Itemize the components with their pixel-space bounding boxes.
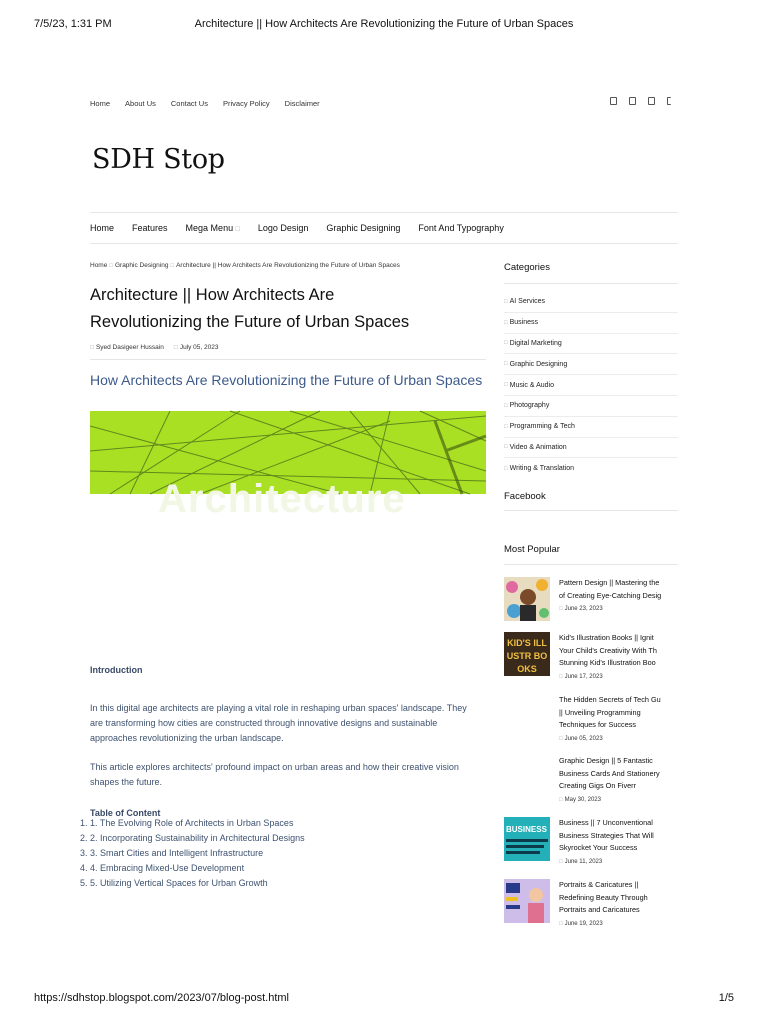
popular-post-title-line: Pattern Design || Mastering the	[559, 578, 660, 587]
site-logo[interactable]: SDH Stop	[92, 144, 225, 175]
popular-post-text	[559, 632, 679, 683]
clock-icon: □	[559, 606, 563, 612]
popular-post-title-line: Skyrocket Your Success	[559, 843, 638, 852]
categories-heading: Categories	[504, 262, 550, 273]
divider	[504, 564, 678, 565]
popular-post-title-line: The Hidden Secrets of Tech Gu	[559, 695, 661, 704]
facebook-icon[interactable]	[610, 97, 617, 105]
nav-mega-menu-label: Mega Menu	[185, 223, 234, 233]
breadcrumb-home[interactable]: Home	[90, 262, 108, 269]
category-label: Music & Audio	[509, 381, 554, 389]
popular-post-date-text: June 19, 2023	[564, 920, 603, 927]
clock-icon: □	[559, 673, 563, 680]
toc-item-5[interactable]: 5. 5. Utilizing Vertical Spaces for Urban Growth	[90, 876, 480, 891]
nav-graphic-designing[interactable]: Graphic Designing	[326, 223, 401, 233]
popular-post-date	[559, 603, 679, 616]
print-header	[34, 18, 734, 32]
popular-post-title-line: Graphic Design || 5 Fantastic	[559, 756, 653, 765]
category-label: Writing & Translation	[509, 465, 575, 473]
main-nav	[90, 212, 678, 244]
category-label: Business	[509, 319, 539, 327]
print-datetime: 7/5/23, 1:31 PM	[34, 18, 112, 30]
thumb-stripe	[506, 839, 548, 842]
popular-post-title-line: Kid's Illustration Books || Ignit	[559, 633, 654, 642]
breadcrumb	[90, 262, 400, 269]
nav-home[interactable]: Home	[90, 223, 115, 233]
clock-icon: □	[559, 858, 563, 865]
folder-icon: □	[504, 361, 508, 368]
chevron-right-icon: □	[170, 263, 175, 269]
popular-thumbnail[interactable]	[504, 817, 550, 861]
portrait-thumb-art	[504, 879, 550, 923]
thumb-stripe	[506, 851, 540, 854]
popular-post-date-text: June 17, 2023	[564, 673, 603, 680]
toc-item-3[interactable]: 3. 3. Smart Cities and Intelligent Infrastructure	[90, 846, 480, 861]
popular-post-title-line: || Unveiling Programming	[559, 707, 641, 717]
category-label: Digital Marketing	[509, 339, 562, 347]
popular-post-date	[559, 733, 679, 746]
popular-post-text	[559, 817, 679, 868]
toc-item-1[interactable]: 1. 1. The Evolving Role of Architects in Urban Spaces	[90, 816, 480, 831]
popular-post-title-line: Business Strategies That Will	[559, 830, 654, 840]
post-date	[174, 344, 219, 351]
post-author[interactable]	[90, 344, 164, 351]
print-url: https://sdhstop.blogspot.com/2023/07/blog-post.html	[34, 992, 289, 1004]
intro-paragraph-2: This article explores architects' profound impact on urban areas and how their creative vision shapes the future.	[90, 762, 459, 787]
popular-post-title-line: Portraits and Caricatures	[559, 905, 640, 914]
page-title	[90, 282, 490, 336]
topnav-about-link[interactable]: About Us	[125, 99, 156, 108]
popular-post[interactable]	[504, 694, 678, 744]
print-page-title: Architecture || How Architects Are Revolutionizing the Future of Urban Spaces	[194, 18, 574, 30]
nav-features[interactable]: Features	[132, 223, 168, 233]
category-item[interactable]	[504, 396, 678, 417]
hero-image	[90, 411, 486, 521]
category-label: AI Services	[509, 298, 546, 306]
popular-post-title-line: Your Child's Creativity With Th	[559, 645, 657, 655]
facebook-heading: Facebook	[504, 491, 546, 502]
category-item[interactable]	[504, 438, 678, 459]
hero-text: Architecture	[158, 477, 406, 521]
divider	[504, 510, 678, 511]
category-label: Photography	[509, 402, 550, 410]
popular-post[interactable]	[504, 817, 678, 867]
popular-post-title-line: Business || 7 Unconventional	[559, 818, 653, 827]
folder-icon: □	[504, 465, 508, 472]
top-nav	[90, 99, 320, 108]
popular-post-date-text: June 05, 2023	[564, 735, 603, 742]
popular-post[interactable]	[504, 577, 678, 627]
clock-icon: □	[559, 920, 563, 927]
popular-thumbnail[interactable]	[504, 879, 550, 923]
nav-logo-design[interactable]: Logo Design	[257, 223, 309, 233]
category-item[interactable]	[504, 458, 678, 479]
post-author-name: Syed Dasigeer Hussain	[95, 344, 164, 351]
toc-item-4[interactable]: 4. 4. Embracing Mixed-Use Development	[90, 861, 480, 876]
popular-post-date	[559, 918, 679, 931]
category-list	[504, 292, 678, 479]
popular-post-text	[559, 577, 679, 616]
popular-post[interactable]	[504, 632, 678, 682]
popular-post-title-line: Stunning Kid's Illustration Boo	[559, 658, 656, 667]
chevron-down-icon: □	[235, 226, 240, 233]
popular-post[interactable]	[504, 879, 678, 929]
intro-heading: Introduction	[90, 665, 143, 675]
nav-mega-menu[interactable]	[186, 223, 240, 233]
instagram-icon[interactable]	[648, 97, 655, 105]
popular-post-date	[559, 856, 679, 869]
folder-icon: □	[504, 319, 508, 326]
popular-post-title-line: Redefining Beauty Through	[559, 892, 648, 902]
category-item[interactable]	[504, 354, 678, 375]
popular-post-date-text: June 23, 2023	[564, 606, 603, 612]
post-meta	[90, 344, 218, 351]
divider	[504, 283, 678, 284]
category-item[interactable]	[504, 334, 678, 355]
topnav-privacy-link[interactable]: Privacy Policy	[222, 99, 270, 108]
category-item[interactable]	[504, 313, 678, 334]
category-item[interactable]	[504, 417, 678, 438]
popular-post-date-text: June 11, 2023	[564, 858, 603, 865]
folder-icon: □	[504, 423, 508, 430]
category-label: Programming & Tech	[509, 423, 575, 431]
category-label: Graphic Designing	[509, 360, 568, 368]
popular-post-date	[559, 671, 679, 684]
popular-post-title-line: Portraits & Caricatures ||	[559, 880, 639, 889]
clock-icon: □	[173, 344, 178, 351]
nav-font-typography[interactable]: Font And Typography	[418, 223, 504, 233]
popular-post-text	[559, 879, 679, 930]
thumb-stripe	[506, 845, 544, 848]
toc-heading: Table of Content	[90, 808, 161, 818]
popular-post[interactable]	[504, 755, 678, 805]
topnav-home-link[interactable]: Home	[90, 99, 111, 108]
user-icon: □	[90, 344, 94, 351]
clock-icon: □	[559, 796, 563, 803]
popular-post-date-text: May 30, 2023	[564, 796, 601, 803]
popular-post-title-line: Techniques for Success	[559, 720, 637, 729]
folder-icon: □	[504, 298, 508, 305]
toc-list	[90, 816, 480, 891]
youtube-icon[interactable]	[667, 97, 671, 105]
category-item[interactable]	[504, 292, 678, 313]
breadcrumb-current: Architecture || How Architects Are Revolutionizing the Future of Urban Spaces	[176, 262, 400, 269]
category-label: Video & Animation	[509, 443, 567, 451]
topnav-disclaimer-link[interactable]: Disclaimer	[284, 99, 320, 108]
post-date-text: July 05, 2023	[179, 344, 219, 351]
page-title-line1: Architecture || How Architects Are	[90, 286, 335, 304]
kids-thumb-text: KID'S ILLUSTR BOOKS	[506, 638, 548, 674]
breadcrumb-category[interactable]: Graphic Designing	[114, 262, 169, 269]
folder-icon: □	[504, 402, 508, 409]
page-title-line2: Revolutionizing the Future of Urban Spaces	[90, 313, 410, 331]
clock-icon: □	[559, 735, 563, 742]
category-item[interactable]	[504, 375, 678, 396]
popular-post-title-line: Business Cards And Stationery	[559, 768, 660, 778]
business-thumb-text: BUSINESS	[506, 825, 547, 834]
chevron-right-icon: □	[109, 263, 113, 269]
divider	[90, 359, 486, 360]
folder-icon: □	[504, 444, 508, 451]
popular-post-date	[559, 794, 679, 807]
folder-icon: □	[504, 340, 508, 347]
popular-post-title-line: of Creating Eye-Catching Desig	[559, 590, 662, 600]
popular-post-title-line: Creating Gigs On Fiverr	[559, 781, 637, 790]
print-page-number: 1/5	[718, 992, 734, 1004]
popular-post-text	[559, 755, 679, 806]
intro-paragraph-1: In this digital age architects are playing a vital role in reshaping urban spaces' landscape. They are transforming how cities are constructed through innovative designs and sustainable approaches revolutionizing the urban landscape.	[90, 703, 467, 743]
popular-thumbnail[interactable]	[504, 577, 550, 621]
folder-icon: □	[504, 382, 508, 389]
popular-heading: Most Popular	[504, 544, 560, 555]
topnav-contact-link[interactable]: Contact Us	[170, 99, 208, 108]
pattern-thumb-art	[504, 577, 550, 621]
popular-thumbnail[interactable]	[504, 632, 550, 676]
popular-post-text	[559, 694, 679, 745]
twitter-icon[interactable]	[629, 97, 636, 105]
article-subheading: How Architects Are Revolutionizing the Future of Urban Spaces	[90, 372, 483, 388]
toc-item-2[interactable]: 2. 2. Incorporating Sustainability in Architectural Designs	[90, 831, 480, 846]
social-icons	[610, 97, 671, 105]
